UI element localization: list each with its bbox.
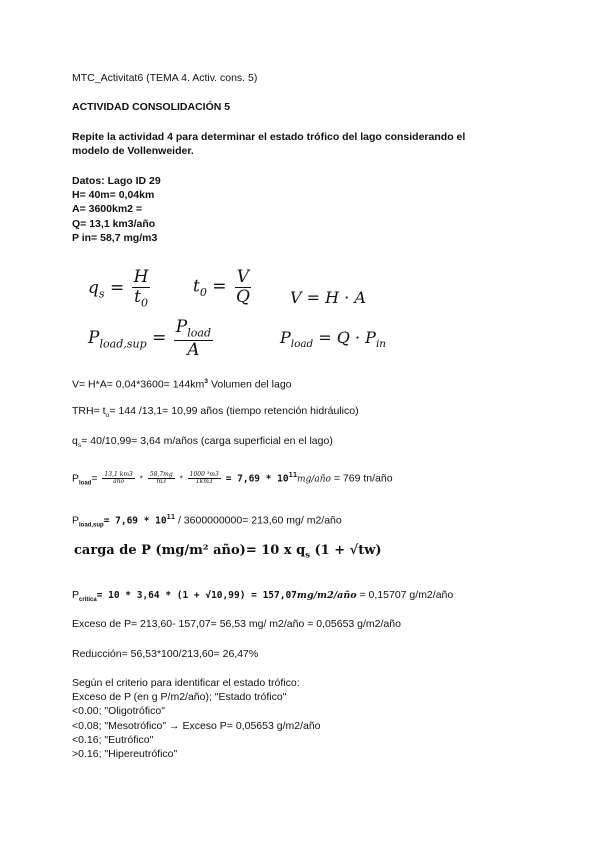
datos-q: Q= 13,1 km3/año <box>72 218 156 230</box>
criterio-row: <0.16; "Eutrófico" <box>72 734 154 746</box>
datos-p: P in= 58,7 mg/m3 <box>72 232 158 244</box>
trh-line: $TRH= t_o= 144$ /13,1= 10,99 años (tiempo retención hidráulico) <box>72 405 359 420</box>
formula-pload: $P_{load} = Q \cdot P_{in}$ <box>280 328 386 351</box>
document-header: MTC_Activitat6 (TEMA 4. Activ. cons. 5) <box>72 72 258 84</box>
pload-sup-line: $P_{load,sup}= 7,69 * 10^{11} / 3600000000= 213,60$ mg/ m2/año <box>72 513 342 529</box>
pload-line: $P_{load}=$ $\frac{13,1 km3}{\text{año}}$ * $\frac{58,7mg}{m3}$ * $\frac{\text{1000 ³m3}}{1km3}$ = $7,69 * 10^{11}mg$/año = 769 tn/año <box>72 470 393 487</box>
activity-title: ACTIVIDAD CONSOLIDACIÓN 5 <box>72 101 231 113</box>
formula-v: V = H · A <box>290 288 366 307</box>
statement-line-2: modelo de Vollenweider. <box>72 145 194 157</box>
criterio-row: >0.16; "Hipereutrófico" <box>72 748 178 760</box>
qs-line: $q_s= 40/10,99= 3,64$ m/años (carga superficial en el lago) <box>72 435 333 450</box>
statement-line-1: Repite la actividad 4 para determinar el estado trófico del lago considerando el <box>72 131 466 143</box>
datos-heading: Datos: Lago ID 29 <box>72 175 161 187</box>
criterio-intro: Según el criterio para identificar el estado trófico: <box>72 677 300 689</box>
criterio-header: Exceso de P (en g P/m2/año); "Estado trófico" <box>72 691 287 703</box>
formula-t0: $t_0$ = $\frac{V}{Q}$ <box>193 267 250 307</box>
datos-a: A= 3600km2 = <box>72 203 143 215</box>
carga-formula: carga de P (mg/m² año)= 10 x $q_s$ (1 + √tw) <box>74 543 382 560</box>
reduccion-line: Reducción= 56,53*100/213,60= 26,47% <box>72 648 259 660</box>
exceso-line: Exceso de P= 213,60- 157,07= 56,53 mg/ m2/año = 0,05653 g/m2/año <box>72 618 401 630</box>
formula-pload-sup: $P_{load,sup}$ = $\frac{P_{load}}{A}$ <box>88 317 212 360</box>
criterio-row: <0.08; "Mesotrófico" → Exceso P= 0,05653 g/m2/año <box>72 720 321 732</box>
criterio-row: <0.00; "Oligotrófico" <box>72 705 165 717</box>
datos-h: H= 40m= 0,04km <box>72 189 155 201</box>
pcritica-line: $P_{critica}= 10 * 3,64 * (1 + √10,99)$ = 157,07mg/m2/año = 0,15707 g/m2/año <box>72 589 454 604</box>
volume-line: $V= H*A= 0,04*3600= 144km^3$ Volumen del lago <box>72 378 292 391</box>
formula-qs: $q_s$ = $\frac{H}{t_0}$ <box>88 267 149 310</box>
